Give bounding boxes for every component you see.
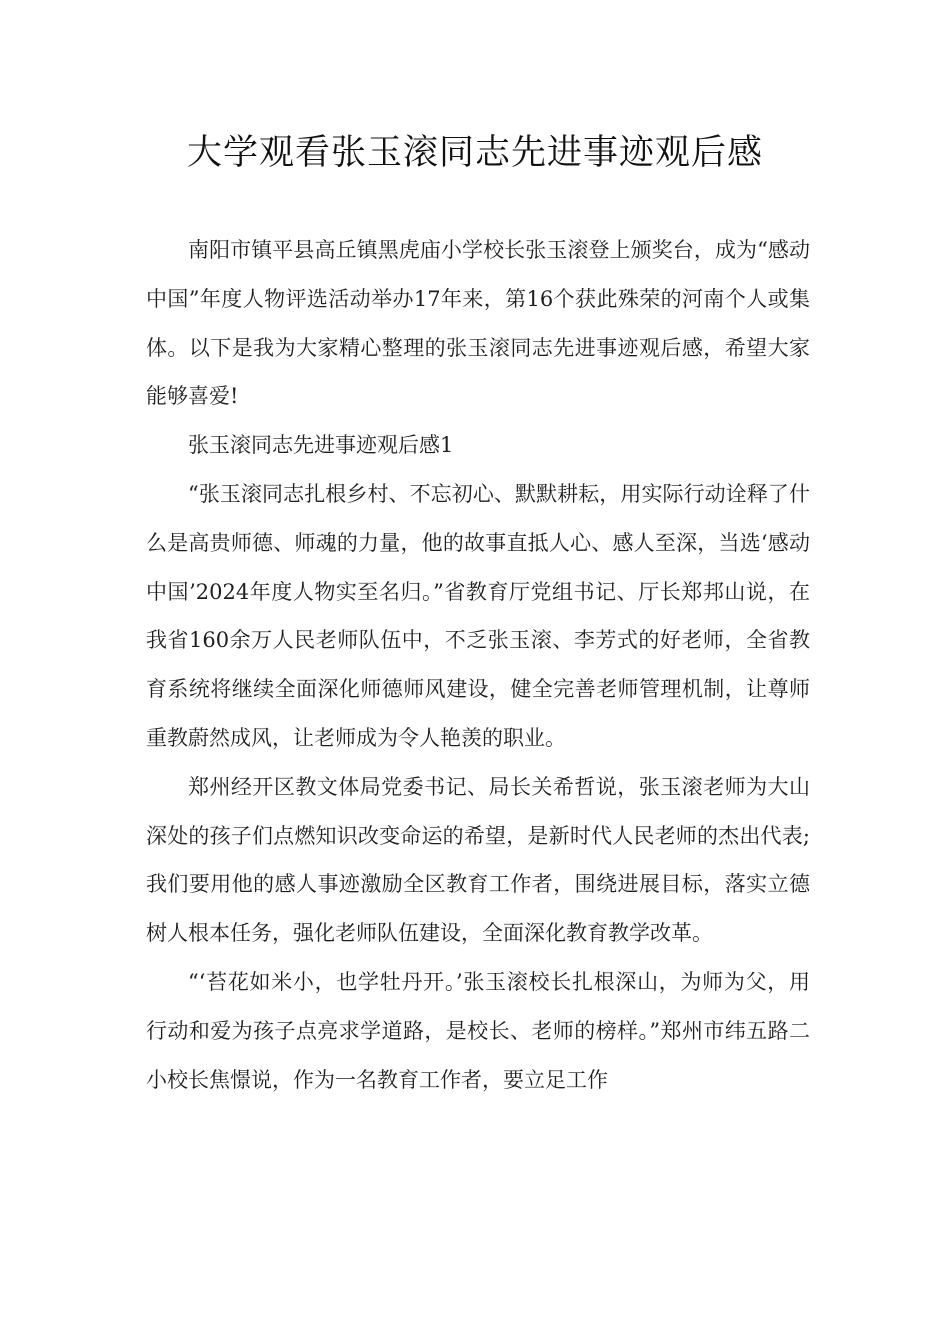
document-body [146, 226, 810, 1104]
body-paragraph: “‘苔花如米小，也学牡丹开。’张玉滚校长扎根深山，为师为父，用行动和爱为孩子点亮求学道路，是校长、老师的榜样。”郑州市纬五路二小校长焦憬说，作为一名教育工作者，要立足工作 [146, 969, 810, 1092]
intro-paragraph: 南阳市镇平县高丘镇黑虎庙小学校长张玉滚登上颁奖台，成为“感动中国”年度人物评选活动举办17年来，第16个获此殊荣的河南个人或集体。以下是我为大家精心整理的张玉滚同志先进事迹观后感，希望大家能够喜爱! [146, 238, 810, 409]
body-paragraph: 郑州经开区教文体局党委书记、局长关希哲说，张玉滚老师为大山深处的孩子们点燃知识改变命运的希望，是新时代人民老师的杰出代表;我们要用他的感人事迹激励全区教育工作者，围绕进展目标，落实立德树人根本任务，强化老师队伍建设，全面深化教育教学改革。 [146, 774, 810, 946]
section-heading: 张玉滚同志先进事迹观后感1 [188, 433, 454, 458]
document-title: 大学观看张玉滚同志先进事迹观后感 [186, 133, 763, 173]
body-paragraph: “张玉滚同志扎根乡村、不忘初心、默默耕耘，用实际行动诠释了什么是高贵师德、师魂的力量，他的故事直抵人心、感人至深，当选‘感动中国’2024年度人物实至名归。”省教育厅党组书记、厅长郑邦山说，在我省160余万人民老师队伍中，不乏张玉滚、李芳式的好老师，全省教育系统将继续全面深化师德师风建设，健全完善老师管理机制，让尊师重教蔚然成风，让老师成为令人艳羡的职业。 [146, 481, 810, 750]
